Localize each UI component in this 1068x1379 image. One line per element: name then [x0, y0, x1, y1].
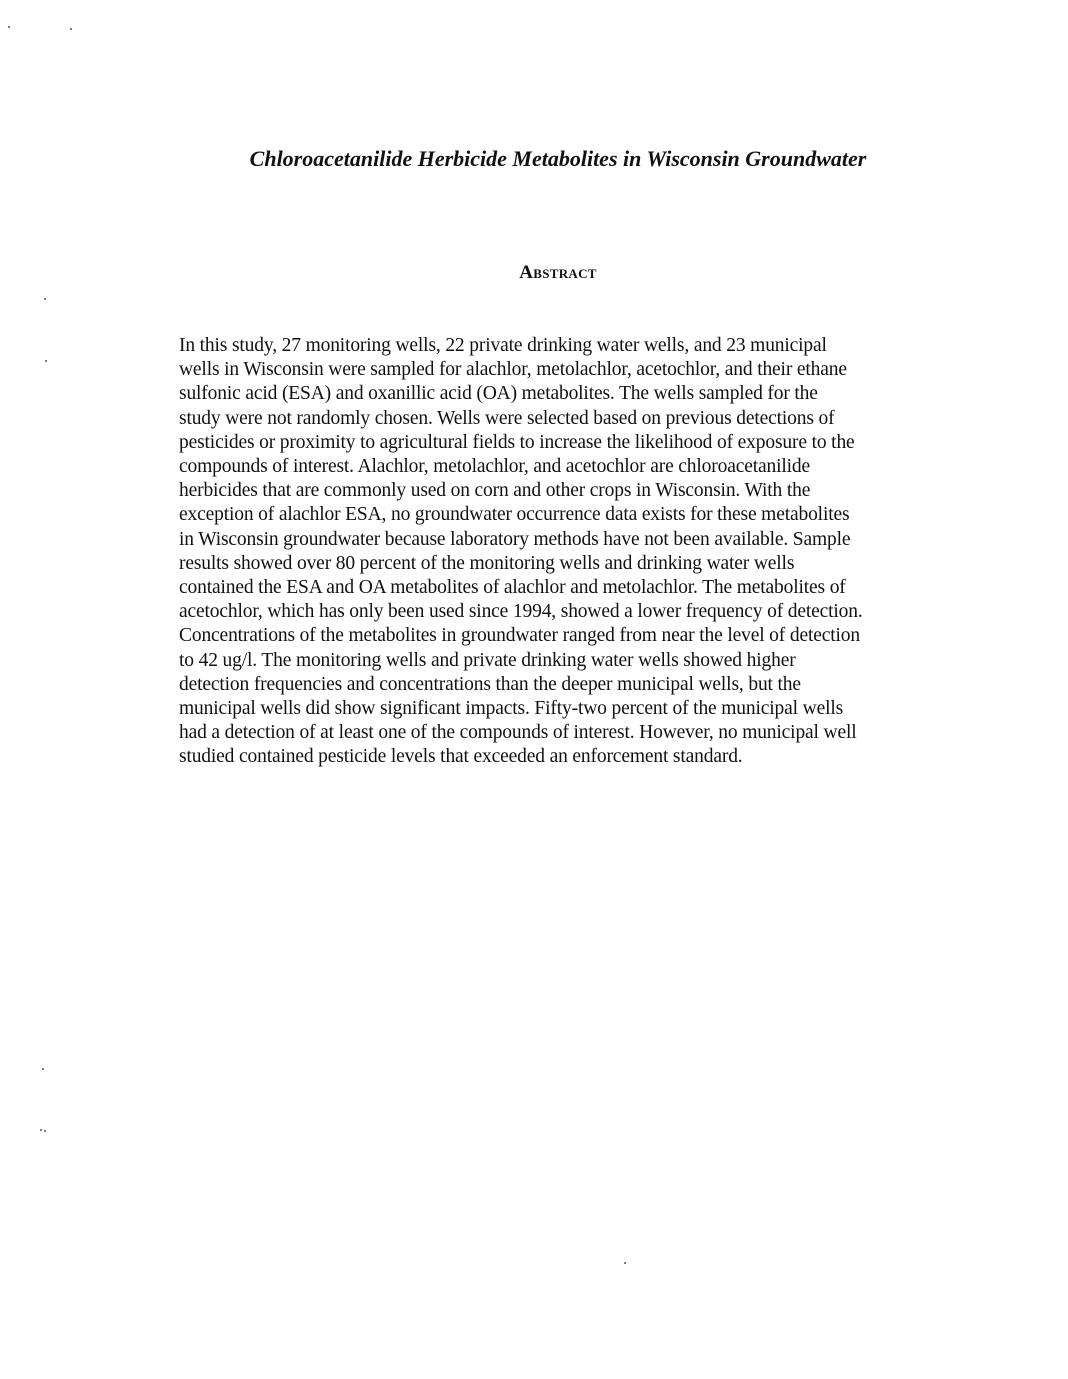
abstract-line: contained the ESA and OA metabolites of alachlor and metolachlor. The metabolites of — [179, 577, 846, 599]
abstract-line: municipal wells did show significant impacts. Fifty-two percent of the municipal wells — [179, 698, 844, 720]
scan-speck — [44, 298, 46, 300]
scan-speck — [42, 1068, 44, 1070]
scan-speck — [70, 28, 72, 30]
scan-speck — [45, 360, 47, 362]
scan-speck — [44, 1130, 46, 1132]
abstract-line: in Wisconsin groundwater because laboratory methods have not been available. Sample — [179, 528, 851, 550]
abstract-line: In this study, 27 monitoring wells, 22 private drinking water wells, and 23 municipal — [179, 335, 827, 356]
abstract-line: exception of alachlor ESA, no groundwater occurrence data exists for these metabolites — [179, 504, 850, 526]
abstract-line: studied contained pesticide levels that exceeded an enforcement standard. — [179, 746, 743, 768]
abstract-body — [179, 334, 939, 770]
abstract-line: wells in Wisconsin were sampled for alachlor, metolachlor, acetochlor, and their ethane — [179, 359, 847, 381]
abstract-line: results showed over 80 percent of the monitoring wells and drinking water wells — [179, 552, 795, 574]
abstract-line: Concentrations of the metabolites in groundwater ranged from near the level of detection — [179, 625, 860, 647]
abstract-line: detection frequencies and concentrations than the deeper municipal wells, but the — [179, 673, 801, 695]
abstract-line: compounds of interest. Alachlor, metolachlor, and acetochlor are chloroacetanilide — [179, 456, 811, 478]
scan-speck — [40, 1129, 42, 1131]
abstract-heading: Abstract — [519, 262, 597, 283]
scan-speck — [624, 1262, 626, 1264]
document-title: Chloroacetanilide Herbicide Metabolites in Wisconsin Groundwater — [249, 146, 867, 171]
abstract-line: sulfonic acid (ESA) and oxanillic acid (OA) metabolites. The wells sampled for the — [179, 383, 818, 405]
abstract-line: pesticides or proximity to agricultural fields to increase the likelihood of exposure to the — [179, 431, 855, 453]
abstract-line: acetochlor, which has only been used since 1994, showed a lower frequency of detection. — [179, 601, 863, 623]
abstract-line: study were not randomly chosen. Wells were selected based on previous detections of — [179, 407, 835, 429]
abstract-line: herbicides that are commonly used on corn and other crops in Wisconsin. With the — [179, 480, 811, 502]
scan-speck — [8, 26, 10, 28]
abstract-line: had a detection of at least one of the compounds of interest. However, no municipal well — [179, 722, 857, 744]
abstract-line: to 42 ug/l. The monitoring wells and private drinking water wells showed higher — [179, 649, 796, 671]
